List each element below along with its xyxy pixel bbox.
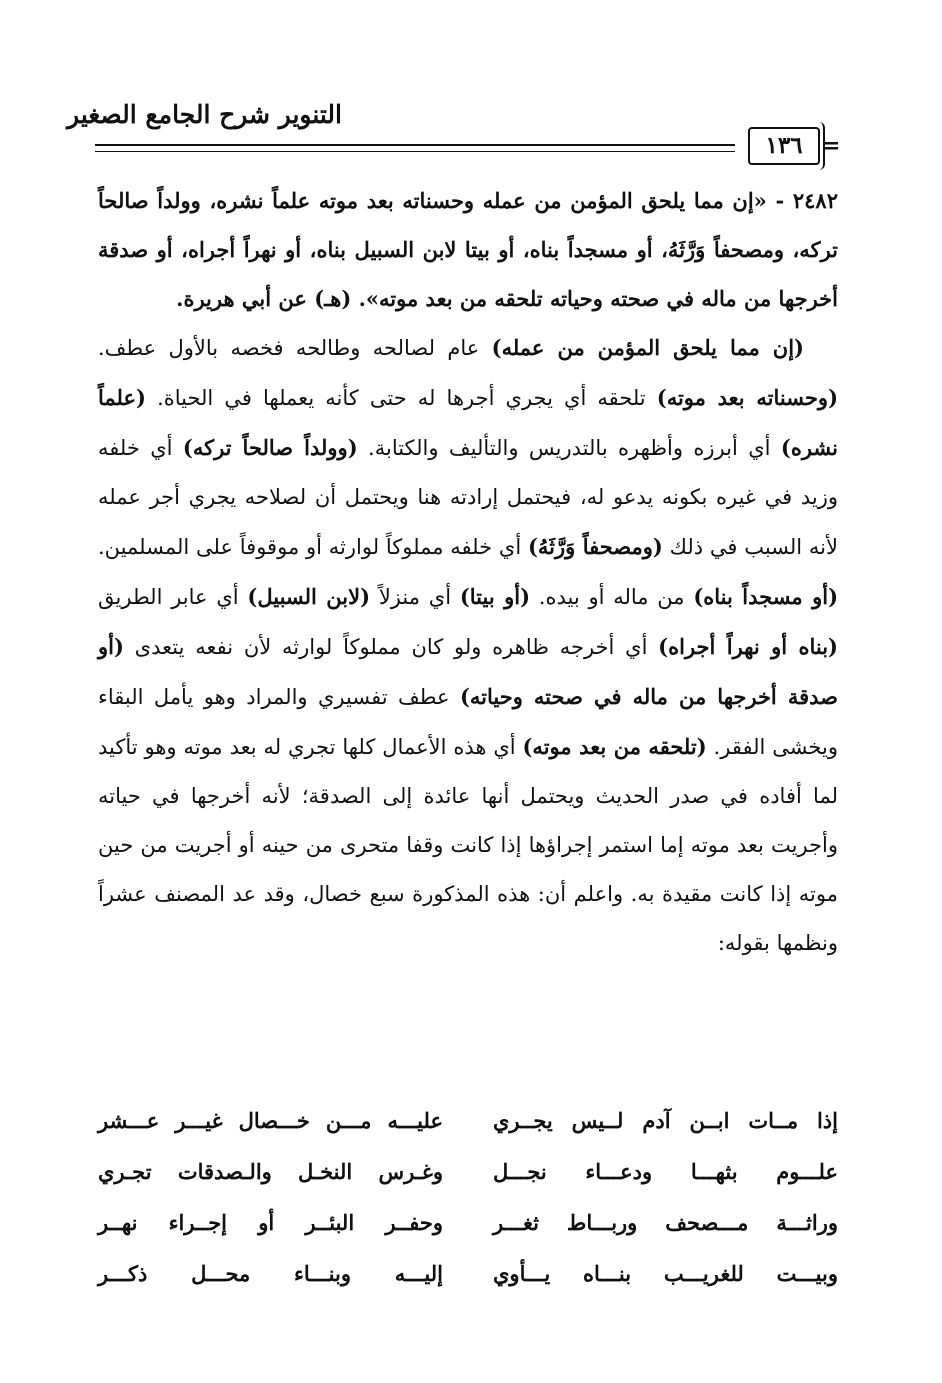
poem-first-hemistich: إذا مــات ابــن آدم لــيس يجــري <box>493 1108 838 1133</box>
commentary-explanation: أي هذه الأعمال كلها تجري له بعد موته وهو تأكيد لما أفاده في صدر الحديث ويحتمل أنها عائدة إلى الصدقة؛ لأنه أخرجها في حياته وأجريت بعد موته إما استمر إجراؤها إذا كانت وقفا متحرى من حينه أو أجريت من حين موته إذا كانت مقيدة به. واعلم أن: هذه المذكورة سبع خصال، وقد عد المصنف عشراً ونظمها بقوله: <box>98 735 838 955</box>
commentary-lemma: (لابن السبيل) <box>247 584 371 609</box>
commentary-lemma: (وولداً صالحاً تركه) <box>182 435 358 460</box>
commentary-explanation: أي خلفه وزيد في غيره بكونه يدعو له، فيحتمل إرادته هنا ويحتمل أن لصلاحه يجري أجر عمله لأنه السبب في ذلك <box>98 436 839 559</box>
commentary-lemma: (أو بيتا) <box>459 584 531 609</box>
poem-second-hemistich: إليـــه وبنـــاء محـــل ذكـــر <box>98 1261 443 1286</box>
commentary-lemma: (علماً نشره) <box>98 385 838 460</box>
poem-first-hemistich: وراثـــة مـــصحف وربـــاط ثغـــر <box>493 1210 838 1235</box>
commentary-lemma: (وحسناته بعد موته) <box>656 385 839 410</box>
poem <box>98 1108 838 1312</box>
running-title: التنوير شرح الجامع الصغير <box>67 100 342 129</box>
poem-line <box>98 1210 838 1261</box>
commentary-lemma: (تلحقه من بعد موته) <box>522 734 707 759</box>
poem-line <box>98 1108 838 1159</box>
header-rule-thin <box>95 151 735 152</box>
commentary-explanation: أي منزلاً <box>370 585 460 609</box>
commentary-paragraph <box>98 323 838 968</box>
poem-line <box>98 1159 838 1210</box>
poem-second-hemistich: وحفــر البئــر أو إجــراء نهــر <box>98 1210 443 1235</box>
poem-first-hemistich: علـــوم بثهـــا ودعـــاء نجـــل <box>493 1159 838 1184</box>
poem-second-hemistich: عليـــه مـــن خـــصال غيـــر عـــشر <box>98 1108 443 1133</box>
commentary-lemma: (إن مما يلحق المؤمن من عمله) <box>491 335 804 360</box>
header-mark: = <box>822 133 841 159</box>
page-number: ١٣٦ <box>748 127 820 165</box>
commentary-explanation: أي أبرزه وأظهره بالتدريس والتأليف والكتابة. <box>357 436 781 460</box>
commentary-explanation: عطف تفسيري والمراد وهو يأمل البقاء ويخشى الفقر. <box>98 685 838 759</box>
commentary-explanation: أي خلفه مملوكاً لوارثه أو موقوفاً على المسلمين. <box>98 535 528 559</box>
commentary-lemma: (ومصحفاً وَرَّثَهُ) <box>527 534 663 559</box>
main-text <box>98 176 838 968</box>
commentary-explanation: من ماله أو بيده. <box>530 585 694 609</box>
poem-second-hemistich: وغـرس النخـل والـصدقات تجـري <box>98 1159 443 1184</box>
poem-first-hemistich: وبيـــت للغريـــب بنـــاه يـــأوي <box>493 1261 838 1286</box>
commentary-explanation: أي عابر الطريق <box>98 585 248 609</box>
commentary-explanation: أي أخرجه ظاهره ولو كان مملوكاً لوارثه لأن نفعه يتعدى <box>123 635 659 659</box>
hadith-text: ٢٤٨٢ - «إن مما يلحق المؤمن من عمله وحسناته بعد موته علماً نشره، وولداً صالحاً تركه، ومصحفاً وَرَّثَهُ، أو مسجداً بناه، أو بيتا لابن السبيل بناه، أو نهراً أجراه، أو صدقة أخرجها من ماله في صحته وحياته تلحقه من بعد موته». (هـ) عن أبي هريرة. <box>98 188 838 311</box>
poem-line <box>98 1261 838 1312</box>
commentary-explanation: عام لصالحه وطالحه فخصه بالأول عطف. <box>98 336 492 360</box>
commentary-lemma: (بناه أو نهراً أجراه) <box>658 634 838 659</box>
commentary-explanation: تلحقه أي يجري أجرها له حتى كأنه يعملها في الحياة. <box>145 386 657 410</box>
commentary-lemma: (أو مسجداً بناه) <box>693 584 839 609</box>
commentary-lemma: (أو صدقة أخرجها من ماله في صحته وحياته) <box>98 634 838 709</box>
header-rule-thick <box>95 144 735 146</box>
